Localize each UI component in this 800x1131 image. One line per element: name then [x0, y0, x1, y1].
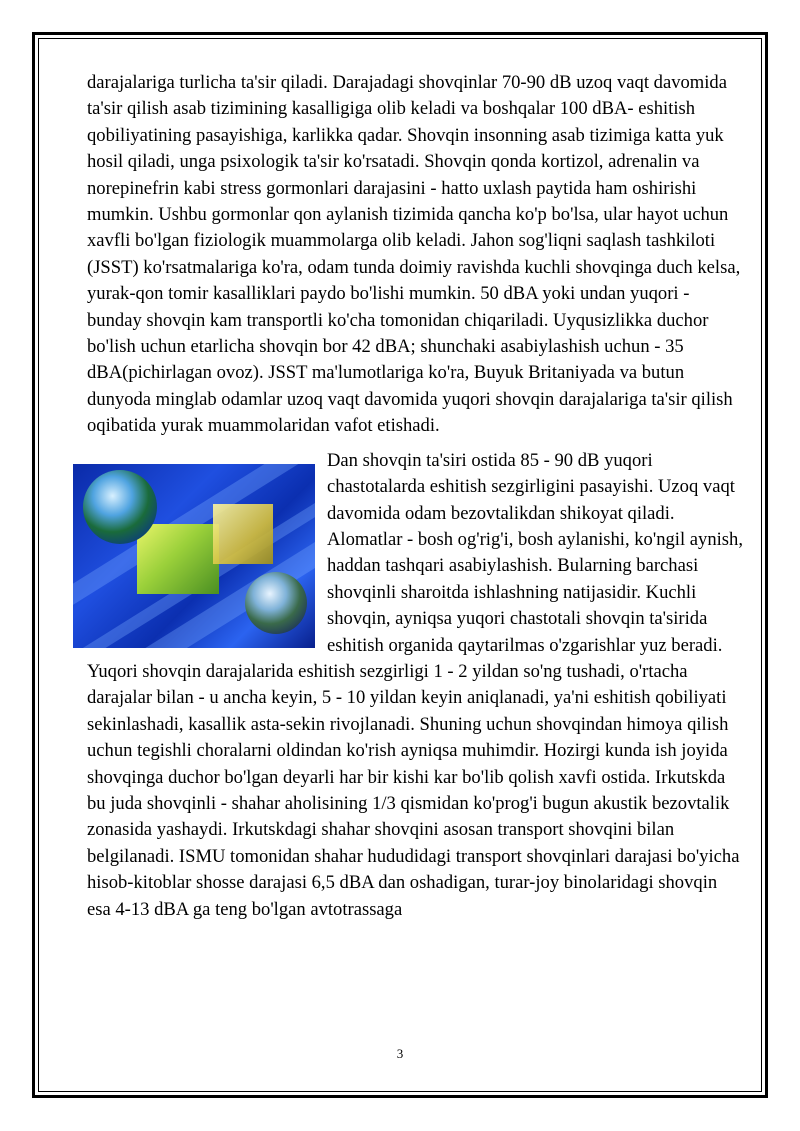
flower-panel-graphic: [213, 504, 273, 564]
page-number: 3: [396, 1046, 404, 1061]
earth-globe-icon: [83, 470, 157, 544]
paragraph-2-wrapper: [87, 448, 743, 923]
paragraph-2: Dan shovqin ta'siri ostida 85 - 90 dB yuqori chastotalarda eshitish sezgirligini pasayishi. Uzoq vaqt davomida odam bezovtalikdan shikoyat qiladi. Alomatlar - bosh og'rig'i, bosh aylanishi, ko'ngil aynish, haddan tashqari asabiylashish. Bularning barchasi shovqinli sharoitda ishlashning natijasidir. Kuchli shovqin, ayniqsa yuqori chastotali shovqin ta'sirida eshitish organida qaytarilmas o'zgarishlar yuz beradi. Yuqori shovqin darajalarida eshitish sezgirligi 1 - 2 yildan so'ng tushadi, o'rtacha darajalar bilan - u ancha keyin, 5 - 10 yildan keyin aniqlanadi, ya'ni eshitish qobiliyati sekinlashadi, kasallik asta-sekin rivojlanadi. Shuning uchun shovqindan himoya qilish uchun tegishli choralarni oldindan ko'rish ayniqsa muhimdir. Hozirgi kunda ish joyida shovqinga duchor bo'lgan deyarli har bir kishi kar bo'lib qolish xavfi ostida. Irkutskda bu juda shovqinli - shahar aholisining 1/3 qismidan ko'prog'i bugun akustik bezovtalik zonasida yashaydi. Irkutskdagi shahar shovqini asosan transport shovqini bilan belgilanadi. ISMU tomonidan shahar hududidagi transport shovqinlari darajasi bo'yicha hisob-kitoblar shosse darajasi 6,5 dBA dan oshadigan, turar-joy binolaridagi shovqin esa 4-13 dBA ga teng bo'lgan avtotrassaga: [87, 449, 743, 920]
paragraph-1: darajalariga turlicha ta'sir qiladi. Darajadagi shovqinlar 70-90 dB uzoq vaqt davomida ta'sir qilish asab tizimining kasalligiga olib keladi va boshqalar 100 dBA- eshitish qobiliyatining pasayishiga, karlikka qadar. Shovqin insonning asab tizimiga katta yuk hosil qiladi, unga psixologik ta'sir ko'rsatadi. Shovqin qonda kortizol, adrenalin va norepinefrin kabi stress gormonlari darajasini - hatto uxlash paytida ham oshirishi mumkin. Ushbu gormonlar qon aylanish tizimida qancha ko'p bo'lsa, ular hayot uchun xavfli bo'lgan fiziologik muammolarga olib keladi. Jahon sog'liqni saqlash tashkiloti (JSST) ko'rsatmalariga ko'ra, odam tunda doimiy ravishda kuchli shovqinga duch kelsa, yurak-qon tomir kasalliklari paydo bo'lishi mumkin. 50 dBA yoki undan yuqori - bunday shovqin kam transportli ko'cha tomonidan chiqariladi. Uyqusizlikka duchor bo'lish uchun etarlicha shovqin bor 42 dBA; shunchaki asabiylashish uchun - 35 dBA(pichirlagan ovoz). JSST ma'lumotlariga ko'ra, Buyuk Britaniyada va butun dunyoda minglab odamlar uzoq vaqt davomida yuqori shovqin darajalariga ta'sir qilish oqibatida yurak muammolaridan vafot etishadi.: [87, 72, 741, 437]
document-body: [87, 70, 743, 923]
globe-illustration-image: [73, 464, 315, 648]
moon-globe-icon: [245, 572, 307, 634]
leaf-panel-graphic: [137, 524, 219, 594]
